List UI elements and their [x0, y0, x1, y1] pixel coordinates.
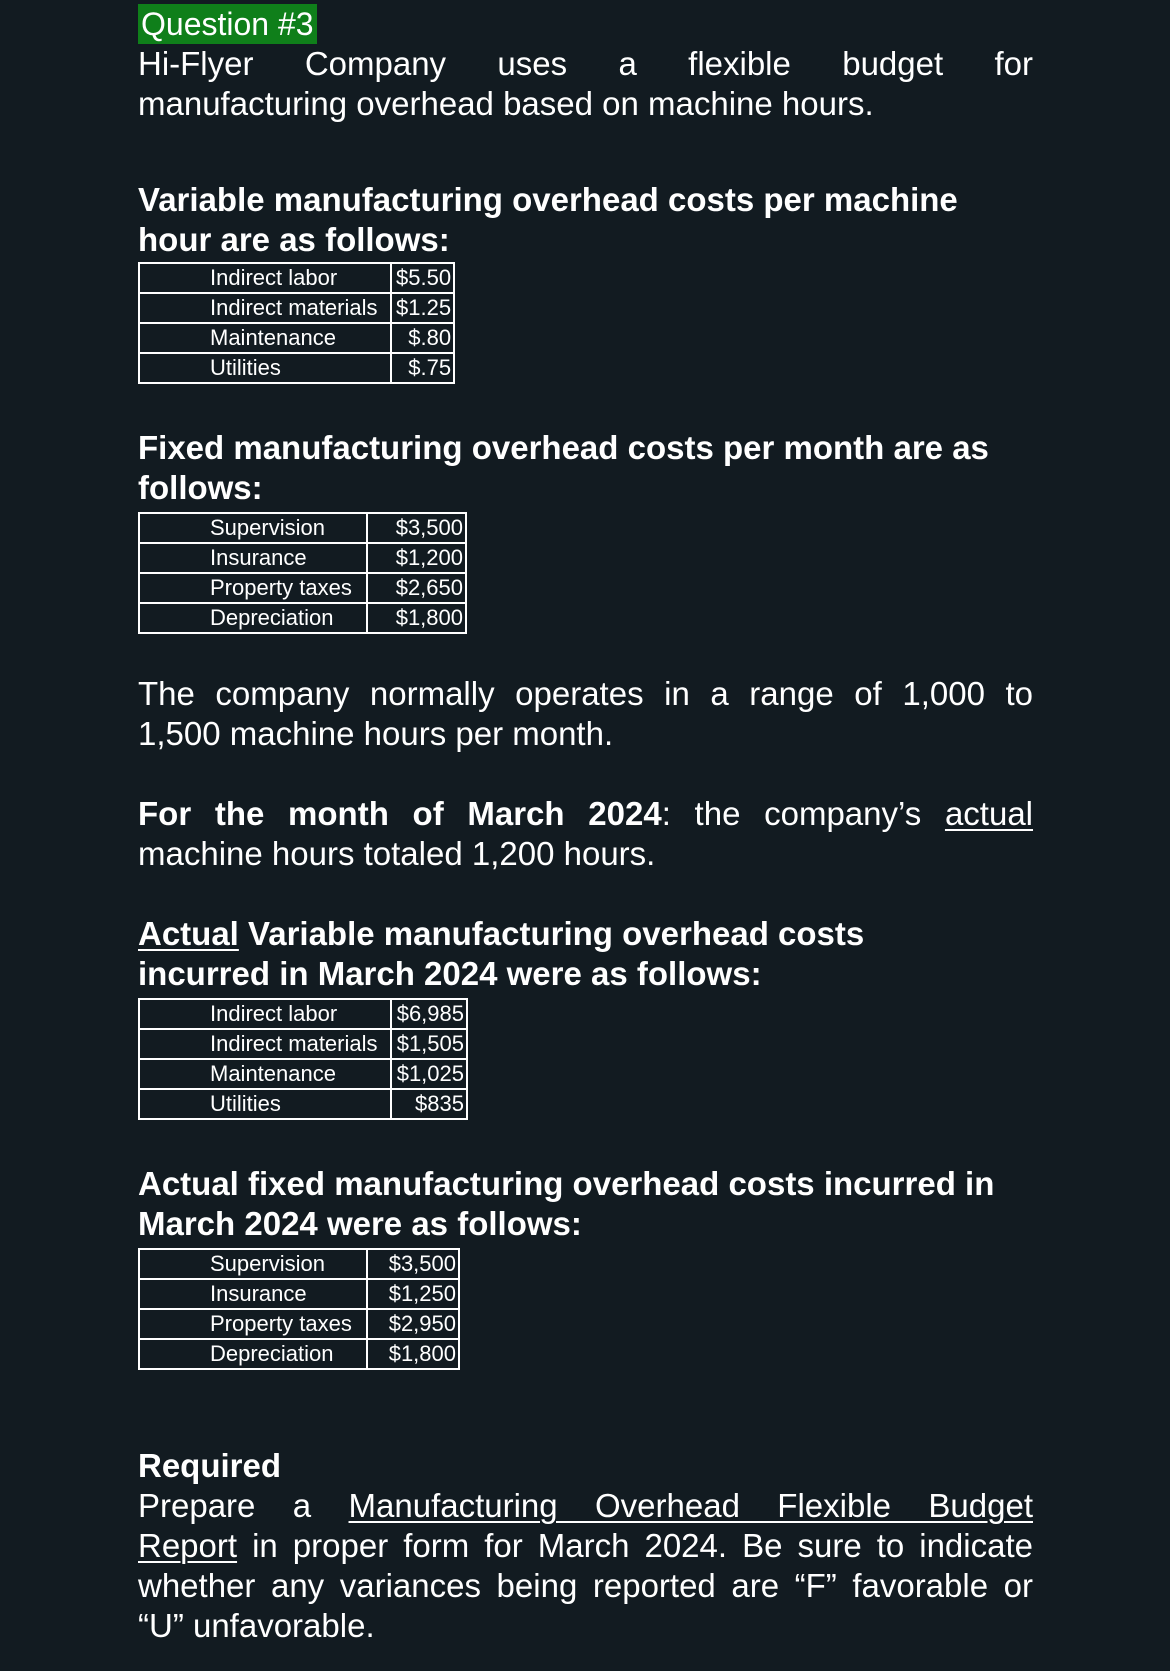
intro-line-2: manufacturing overhead based on machine hours.	[138, 85, 874, 122]
required-line-2-rest: in proper form for March 2024. Be sure to indicate	[237, 1527, 1033, 1564]
cost-amount: $3,500	[367, 513, 466, 543]
table-row	[139, 323, 454, 353]
table-row	[139, 603, 466, 633]
intro-line-1: Hi-Flyer Company uses a flexible budget for	[138, 45, 1033, 82]
cost-label: Maintenance	[139, 323, 391, 353]
cost-amount: $1,200	[367, 543, 466, 573]
fixed-heading-line-2: follows:	[138, 469, 263, 506]
cost-amount: $.75	[391, 353, 454, 383]
table-row	[139, 1029, 467, 1059]
table-row	[139, 1089, 467, 1119]
cost-label: Depreciation	[139, 1339, 367, 1369]
cost-amount: $835	[391, 1089, 467, 1119]
variable-heading-line-1: Variable manufacturing overhead costs per machine	[138, 181, 958, 218]
march-line-2: machine hours totaled 1,200 hours.	[138, 835, 656, 872]
required-line-4: “U” unfavorable.	[138, 1607, 375, 1644]
cost-label: Depreciation	[139, 603, 367, 633]
required-report-title-part-1: Manufacturing Overhead Flexible Budget	[348, 1487, 1033, 1524]
required-line-2	[138, 1526, 1033, 1566]
cost-amount: $5.50	[391, 263, 454, 293]
cost-label: Supervision	[139, 1249, 367, 1279]
variable-heading-line-2: hour are as follows:	[138, 221, 450, 258]
cost-label: Indirect materials	[139, 1029, 391, 1059]
actual-variable-cost-table	[138, 998, 468, 1120]
cost-label: Insurance	[139, 1279, 367, 1309]
required-line-1-start: Prepare a	[138, 1487, 349, 1524]
march-bold-text: For the month of March 2024	[138, 795, 662, 832]
cost-label: Maintenance	[139, 1059, 391, 1089]
march-rest-text: : the company’s	[661, 795, 945, 832]
question-title: Question #3	[138, 4, 317, 44]
range-line-1: The company normally operates in a range of 1,000 to	[138, 675, 1033, 712]
fixed-heading-line-1: Fixed manufacturing overhead costs per month are as	[138, 429, 989, 466]
actual-underlined-text: Actual	[138, 915, 239, 952]
actual-fixed-heading-line-2: March 2024 were as follows:	[138, 1205, 582, 1242]
cost-amount: $1,505	[391, 1029, 467, 1059]
cost-label: Supervision	[139, 513, 367, 543]
required-heading: Required	[138, 1447, 282, 1484]
cost-label: Utilities	[139, 1089, 391, 1119]
question-document	[138, 4, 1033, 1646]
cost-amount: $1,250	[367, 1279, 459, 1309]
table-row	[139, 1059, 467, 1089]
cost-amount: $2,950	[367, 1309, 459, 1339]
cost-label: Property taxes	[139, 1309, 367, 1339]
table-row	[139, 263, 454, 293]
cost-label: Utilities	[139, 353, 391, 383]
table-row	[139, 1339, 459, 1369]
march-underlined-text: actual	[944, 795, 1034, 832]
cost-amount: $.80	[391, 323, 454, 353]
cost-label: Indirect labor	[139, 263, 391, 293]
table-row	[139, 513, 466, 543]
range-line-2: 1,500 machine hours per month.	[138, 715, 614, 752]
table-row	[139, 1279, 459, 1309]
cost-amount: $6,985	[391, 999, 467, 1029]
required-line-1	[138, 1486, 1033, 1526]
actual-variable-heading-line-2: incurred in March 2024 were as follows:	[138, 955, 762, 992]
table-row	[139, 573, 466, 603]
required-line-3: whether any variances being reported are “F” favorable or	[138, 1567, 1033, 1604]
cost-amount: $1,800	[367, 1339, 459, 1369]
required-report-title-part-2: Report	[138, 1527, 238, 1564]
march-line-1	[138, 794, 1033, 834]
table-row	[139, 543, 466, 573]
actual-variable-heading-line-1	[138, 914, 1033, 954]
cost-amount: $1.25	[391, 293, 454, 323]
table-row	[139, 1309, 459, 1339]
table-row	[139, 293, 454, 323]
cost-label: Indirect labor	[139, 999, 391, 1029]
actual-variable-heading-rest: Variable manufacturing overhead costs	[238, 915, 865, 952]
cost-label: Indirect materials	[139, 293, 391, 323]
cost-amount: $1,800	[367, 603, 466, 633]
fixed-cost-table	[138, 512, 467, 634]
actual-fixed-cost-table	[138, 1248, 460, 1370]
cost-label: Insurance	[139, 543, 367, 573]
variable-cost-table	[138, 262, 455, 384]
cost-amount: $2,650	[367, 573, 466, 603]
table-row	[139, 1249, 459, 1279]
actual-fixed-heading-line-1: Actual fixed manufacturing overhead costs incurred in	[138, 1165, 995, 1202]
cost-amount: $3,500	[367, 1249, 459, 1279]
table-row	[139, 999, 467, 1029]
cost-label: Property taxes	[139, 573, 367, 603]
cost-amount: $1,025	[391, 1059, 467, 1089]
table-row	[139, 353, 454, 383]
